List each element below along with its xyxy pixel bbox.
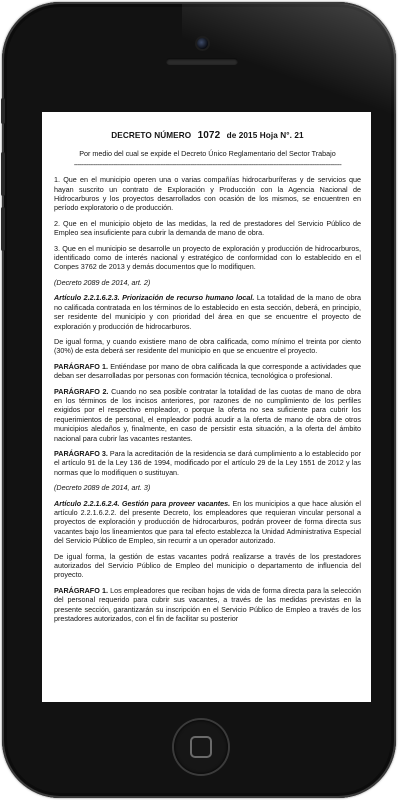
paragrafo-text: Cuando no sea posible contratar la totalidad de las cuotas de mano de obra en los términos de los incisos anteriores, por razones de no cumplimiento de los perfiles exigidos por el respectivo empleador, o porque la oferta no sea suficiente para cubrir los requerimientos de personal, el empleador podrá acudir a la oferta de mano de obra de otros municipios aledaños y, finalmente, en caso de persistir esta situación, a la oferta del ámbito nacional para cubrir las vacantes restantes. [54, 386, 361, 443]
paragrafo-label: PARÁGRAFO 2. [54, 386, 109, 396]
paragrafo-1 [54, 362, 361, 381]
article-title: Priorización de recurso humano local. [122, 293, 255, 303]
document-header [54, 131, 361, 140]
paragrafo-1-b [54, 586, 361, 624]
paragrafo-2 [54, 387, 361, 443]
home-button[interactable] [174, 720, 228, 774]
paragrafo-text: Para la acreditación de la residencia se dará cumplimiento a lo establecido por el artículo 91 de la Ley 136 de 1994, modificado por el artículo 29 de la Ley 1551 de 2012 y las normas que lo modifiquen o sustituyan. [54, 448, 361, 477]
citation-note-2: (Decreto 2089 de 2014, art. 3) [54, 483, 151, 493]
article-paragraph: De igual forma, y cuando existiere mano de obra calificada, como mínimo el treinta por ciento (30%) de esta deberá ser residente del municipio en que se encuentre el proyecto. [54, 336, 361, 356]
paragrafo-label: PARÁGRAFO 3. [54, 448, 108, 458]
article-2-2-1-6-2-3 [54, 293, 361, 331]
paragrafo-text: Entiéndase por mano de obra calificada la que corresponde a actividades que deban ser desarrolladas por personas con formación técnica, tecnológica o profesional. [54, 361, 361, 381]
decree-number: 1072 [197, 130, 221, 141]
list-item-2: 2. Que en el municipio objeto de las medidas, la red de prestadores del Servicio Público de Empleo sea insuficiente para cubrir la demanda de mano de obra. [54, 218, 361, 238]
article-label: Artículo 2.2.1.6.2.3. [54, 293, 120, 303]
home-square-icon [190, 736, 212, 758]
mute-switch [1, 98, 5, 124]
article-paragraph: De igual forma, la gestión de estas vacantes podrá realizarse a través de los prestadores autorizados del Servicio Público de Empleo del municipio o departamento de influencia del proyecto. [54, 551, 361, 580]
speaker-grille [166, 58, 238, 65]
header-prefix: DECRETO NÚMERO [111, 131, 192, 140]
volume-up-button [1, 152, 5, 196]
citation-note-1: (Decreto 2089 de 2014, art. 2) [54, 277, 151, 287]
article-label: Artículo 2.2.1.6.2.4. [54, 498, 120, 508]
header-suffix: de 2015 Hoja N°. 21 [226, 131, 304, 140]
separator-line: ----------------------------------------------------------------------------------------------------------------------------------------------------- [73, 159, 342, 169]
phone-frame [2, 2, 396, 798]
phone-screen[interactable] [42, 112, 371, 702]
list-item-1: 1. Que en el municipio operen una o varias compañías hidrocarburíferas y de servicios que hayan suscrito un contrato de Exploración y Producción con la Agencia Nacional de Hidrocarburos y los proyectos desarrollados con ocasión de los mismos, se encuentren en período exploratorio o de producción. [54, 175, 361, 213]
paragrafo-text: Los empleadores que reciban hojas de vida de forma directa para la selección del personal requerido para cubrir sus vacantes, a través de las medidas previstas en la presente sección, garantizarán su inscripción en el Servicio Público de Empleo a través de los prestadores autorizados, con el fin de facilitar su posterior [54, 585, 361, 624]
article-2-2-1-6-2-4 [54, 499, 361, 546]
paragrafo-label: PARÁGRAFO 1. [54, 361, 109, 371]
document-page [42, 112, 371, 623]
document-subtitle: Por medio del cual se expide el Decreto Único Reglamentario del Sector Trabajo [79, 149, 336, 159]
front-camera-icon [197, 38, 208, 49]
volume-down-button [1, 207, 5, 251]
list-item-3: 3. Que en el municipio se desarrolle un proyecto de exploración y producción de hidrocarburos, identificado como de interés nacional y estratégico de conformidad con lo establecido en el Conpes 3762 de 2013 y demás documentos que lo modifiquen. [54, 243, 361, 272]
article-text: En los municipios a que hace alusión el artículo 2.2.1.6.2.2. del presente Decreto, los empleadores que requieran vincular personal a proyectos de exploración y producción de hidrocarburos, podrán proveer de forma directa sus vacantes bajo los lineamientos que para tal efecto establezca la Unidad Administrativa Especial del Servicio Público de Empleo, sin recurrir a un operador autorizado. [54, 498, 362, 546]
paragrafo-3 [54, 449, 361, 477]
paragrafo-label: PARÁGRAFO 1. [54, 585, 108, 595]
article-title: Gestión para proveer vacantes. [121, 498, 231, 508]
article-text: La totalidad de la mano de obra no calificada contratada en los términos de lo establecido en esta sección, deberá, en principio, ser residente del municipio y con prioridad del área en que se encuentre el proyecto de exploración y producción de hidrocarburos. [54, 293, 361, 331]
